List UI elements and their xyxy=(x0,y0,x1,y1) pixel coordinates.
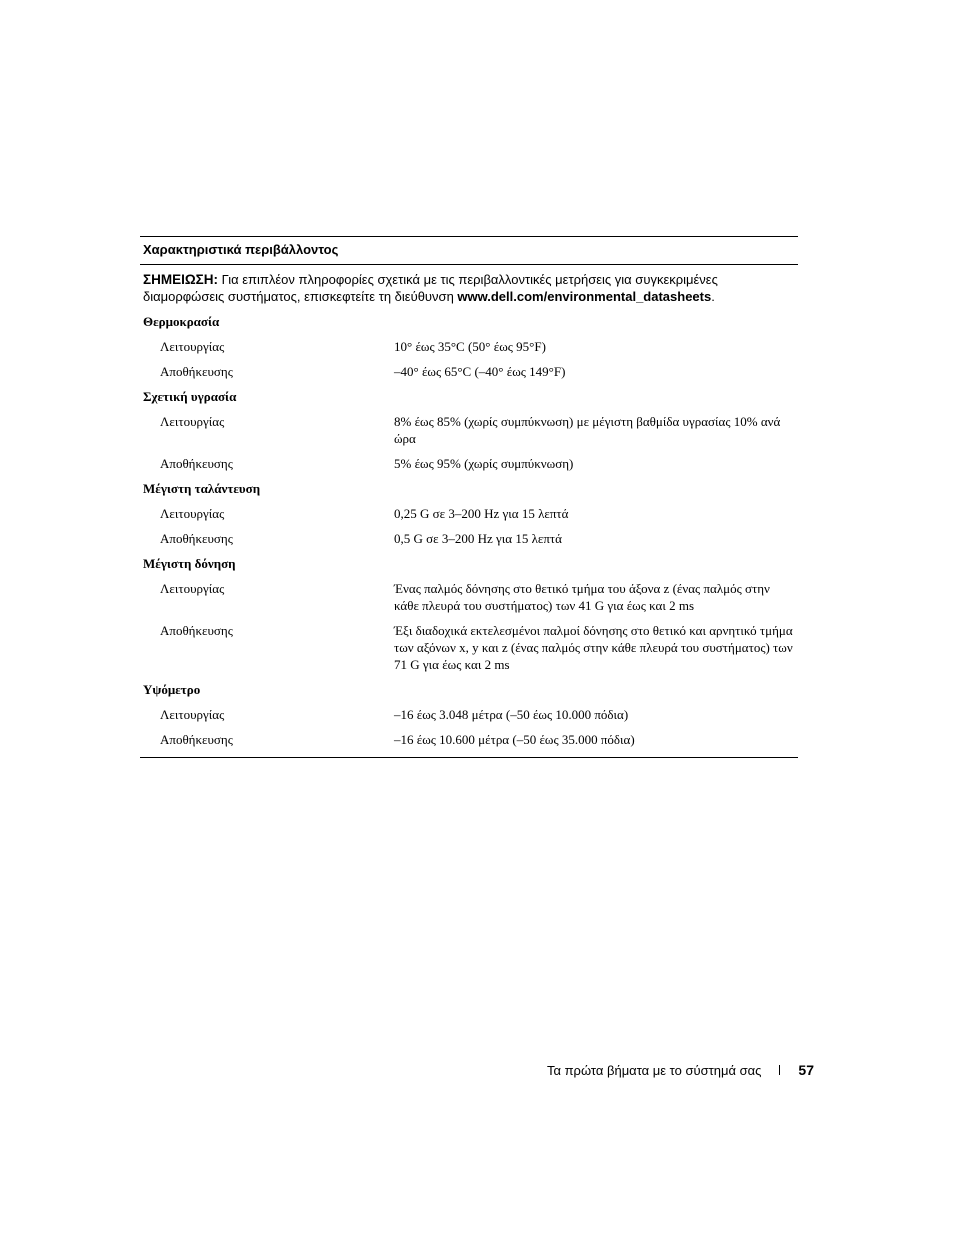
row-value: –16 έως 10.600 μέτρα (–50 έως 35.000 πόδια) xyxy=(394,732,635,747)
note-text: Για επιπλέον πληροφορίες σχετικά με τις περιβαλλοντικές μετρήσεις για συγκεκριμένες διαμορφώσεις συστήματος, επισκεφτείτε τη διεύθυνση xyxy=(143,272,718,304)
table-bottom-rule xyxy=(140,757,798,758)
row-value: 0,5 G σε 3–200 Hz για 15 λεπτά xyxy=(394,531,562,546)
row-value: –16 έως 3.048 μέτρα (–50 έως 10.000 πόδια) xyxy=(394,707,629,722)
page-number: 57 xyxy=(798,1062,814,1078)
row-value: 10° έως 35°C (50° έως 95°F) xyxy=(394,339,546,354)
table-row xyxy=(140,526,798,551)
row-value: Ένας παλμός δόνησης στο θετικό τμήμα του άξονα z (ένας παλμός στην κάθε πλευρά του συστήματος) των 41 G για έως και 2 ms xyxy=(394,581,770,613)
row-label: Αποθήκευσης xyxy=(160,732,233,747)
page-footer xyxy=(547,1062,814,1078)
table-row xyxy=(140,334,798,359)
note xyxy=(140,265,798,305)
row-value: 0,25 G σε 3–200 Hz για 15 λεπτά xyxy=(394,506,569,521)
row-label: Λειτουργίας xyxy=(160,339,225,354)
row-label: Αποθήκευσης xyxy=(160,364,233,379)
row-label: Αποθήκευσης xyxy=(160,531,233,546)
footer-chapter-title: Τα πρώτα βήματα με το σύστημά σας xyxy=(546,1062,762,1078)
row-label: Λειτουργίας xyxy=(160,707,225,722)
table-row xyxy=(140,409,798,451)
note-text-end: . xyxy=(711,289,715,304)
section-title-shock: Μέγιστη δόνηση xyxy=(143,556,236,571)
row-label: Λειτουργίας xyxy=(160,581,225,596)
table-row xyxy=(140,359,798,384)
section-title-humidity: Σχετική υγρασία xyxy=(143,389,237,404)
footer-separator xyxy=(779,1065,780,1075)
row-value: –40° έως 65°C (–40° έως 149°F) xyxy=(394,364,566,379)
section-title-vibration: Μέγιστη ταλάντευση xyxy=(143,481,261,496)
row-label: Λειτουργίας xyxy=(160,506,225,521)
note-label: ΣΗΜΕΙΩΣΗ: xyxy=(143,272,219,287)
row-value: 5% έως 95% (χωρίς συμπύκνωση) xyxy=(394,456,574,471)
row-label: Αποθήκευσης xyxy=(160,623,233,638)
row-label: Αποθήκευσης xyxy=(160,456,233,471)
row-value: 8% έως 85% (χωρίς συμπύκνωση) με μέγιστη βαθμίδα υγρασίας 10% ανά ώρα xyxy=(394,414,781,446)
row-label: Λειτουργίας xyxy=(160,414,225,429)
section-title-temperature: Θερμοκρασία xyxy=(143,314,220,329)
table-row xyxy=(140,618,798,677)
table-row xyxy=(140,702,798,727)
table-row xyxy=(140,727,798,752)
table-title: Χαρακτηριστικά περιβάλλοντος xyxy=(143,242,339,257)
table-row xyxy=(140,576,798,618)
section-title-altitude: Υψόμετρο xyxy=(143,682,201,697)
table-row xyxy=(140,501,798,526)
row-value: Έξι διαδοχικά εκτελεσμένοι παλμοί δόνησης στο θετικό και αρνητικό τμήμα των αξόνων x, y και z (ένας παλμός στην κάθε πλευρά του συστήματος) των 71 G για έως και 2 ms xyxy=(394,623,793,672)
environment-specs-table xyxy=(140,236,798,758)
table-row xyxy=(140,451,798,476)
note-url: www.dell.com/environmental_datasheets xyxy=(457,289,712,304)
